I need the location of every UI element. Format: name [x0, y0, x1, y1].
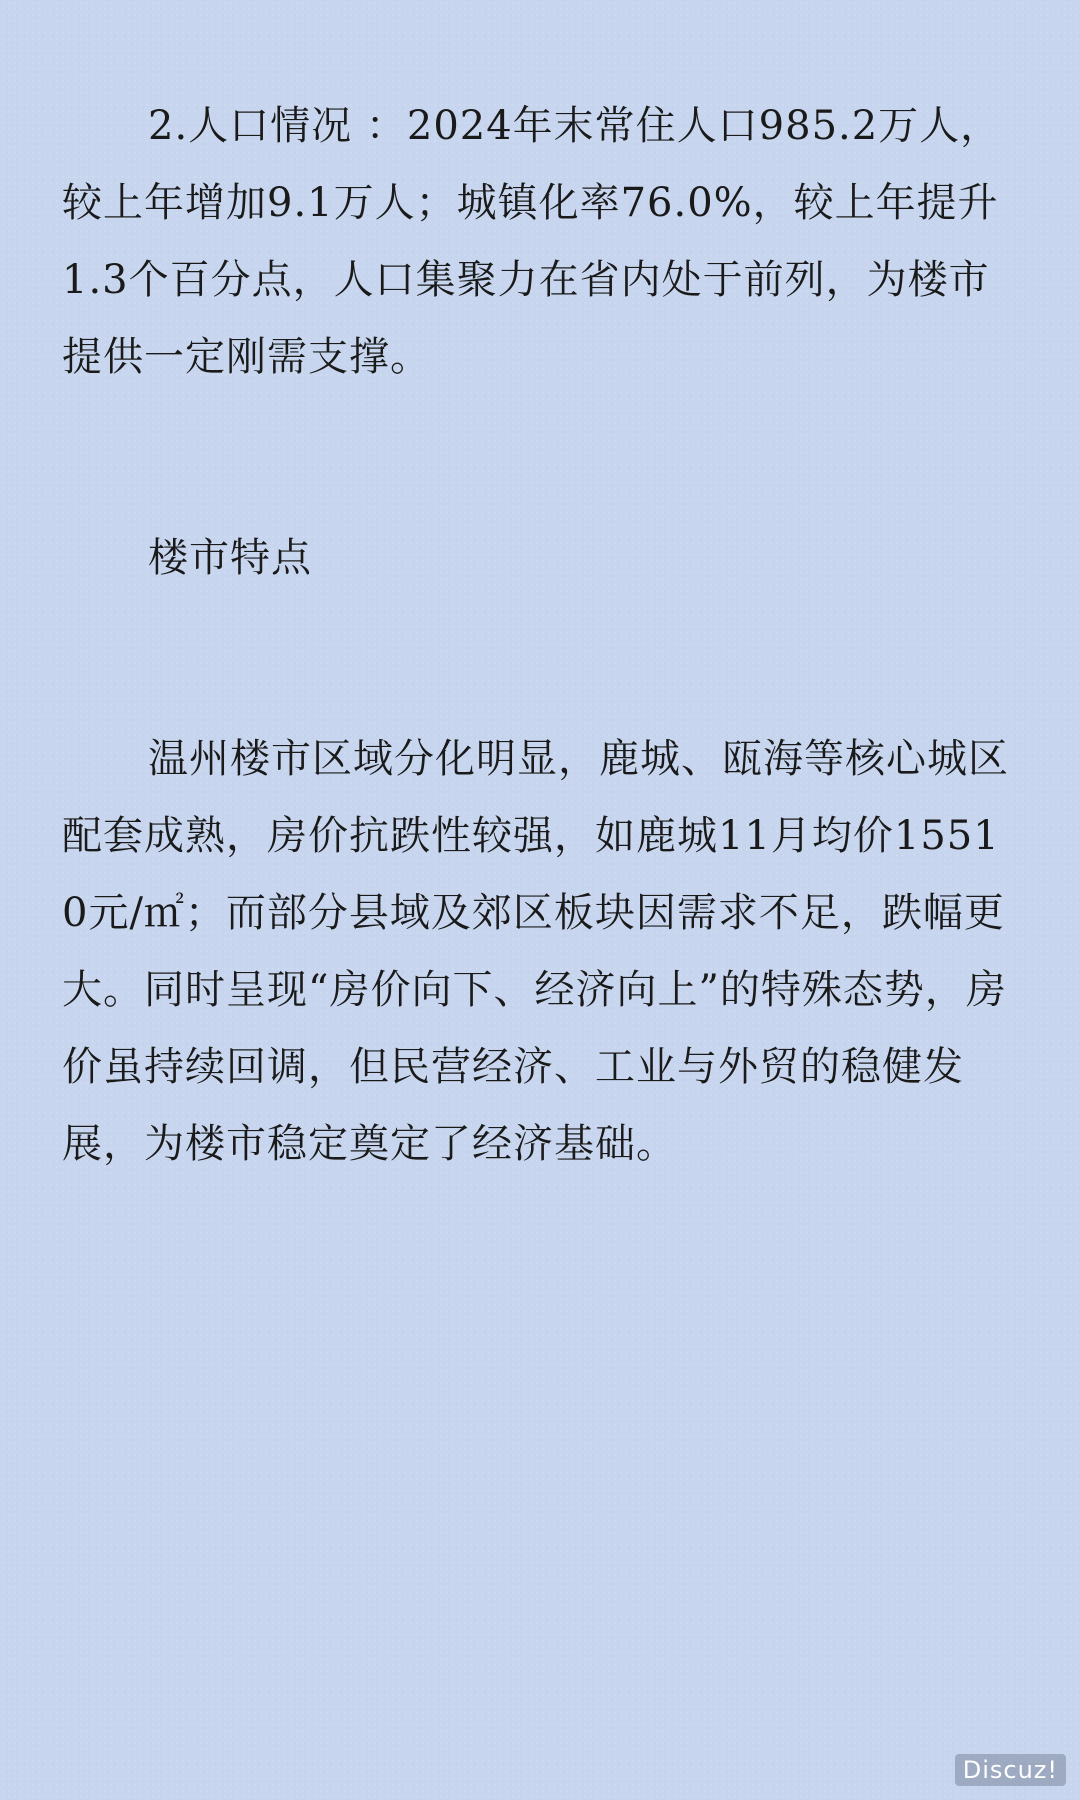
document-page — [62, 88, 1018, 1183]
discuz-watermark: Discuz! — [955, 1754, 1066, 1786]
population-paragraph: 2.人口情况 ：2024年末常住人口985.2万人，较上年增加9.1万人；城镇化率76.0%，较上年提升1.3个百分点，人口集聚力在省内处于前列，为楼市提供一定刚需支撑。 — [62, 103, 1002, 380]
market-paragraph: 温州楼市区域分化明显，鹿城、瓯海等核心城区配套成熟，房价抗跌性较强，如鹿城11月均价15510元/㎡；而部分县域及郊区板块因需求不足，跌幅更大。同时呈现“房价向下、经济向上”的特殊态势，房价虽持续回调，但民营经济、工业与外贸的稳健发展，为楼市稳定奠定了经济基础。 — [62, 736, 1009, 1167]
section-heading-market: 楼市特点 — [148, 535, 312, 581]
